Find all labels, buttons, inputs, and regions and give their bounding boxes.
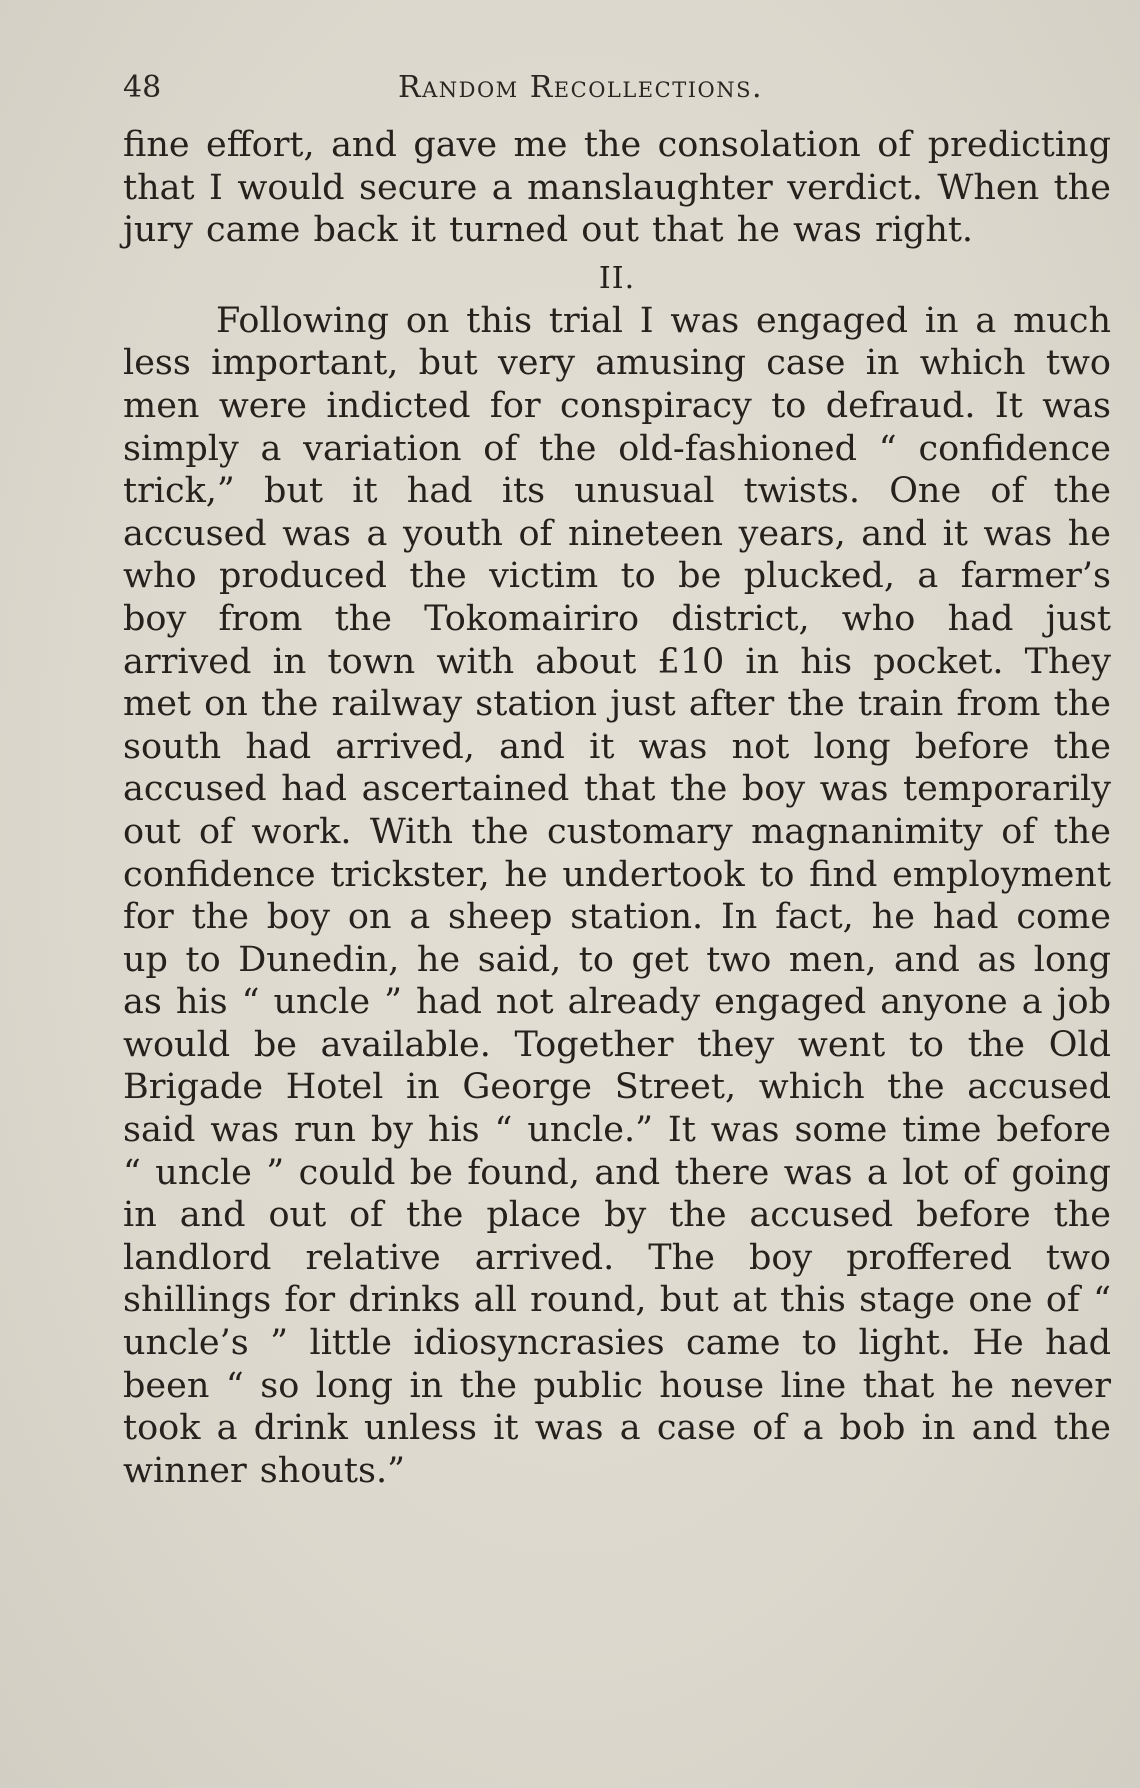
paragraph: Following on this trial I was engaged in a much less important, but very amusing case in which two men were indicted for conspiracy to defraud. It was simply a variation of the old-fashioned “ confidence trick,” but it had its unusual twists. One of the accused was a youth of nineteen years, and it was he who produced the victim to be plucked, a farmer’s boy from the Tokomairiro district, who had just arrived in town with about £10 in his pocket. They met on the railway station just after the train from the south had arrived, and it was not long before the accused had ascertained that the boy was temporarily out of work. With the customary magnanimity of the confidence trickster, he undertook to find employment for the boy on a sheep station. In fact, he had come up to Dunedin, he said, to get two men, and as long as his “ uncle ” had not already engaged anyone a job would be available. Together they went to the Old Brigade Hotel in George Street, which the accused said was run by his “ uncle.” It was some time before “ uncle ” could be found, and there was a lot of going in and out of the place by the accused before the landlord relative arrived. The boy proffered two shillings for drinks all round, but at this stage one of “ uncle’s ” little idiosyncrasies came to light. He had been “ so long in the public house line that he never took a drink unless it was a case of a bob in and the winner shouts.” [123,300,1111,1491]
running-title: Random Recollections. [397,70,764,105]
body-text [123,124,1111,1492]
paragraph-continued: fine effort, and gave me the consolation of predicting that I would secure a manslaughter verdict. When the jury came back it turned out that he was right. [123,125,1111,251]
section-number: II. [598,260,636,296]
page-number: 48 [123,70,162,105]
page-header [123,66,1038,114]
